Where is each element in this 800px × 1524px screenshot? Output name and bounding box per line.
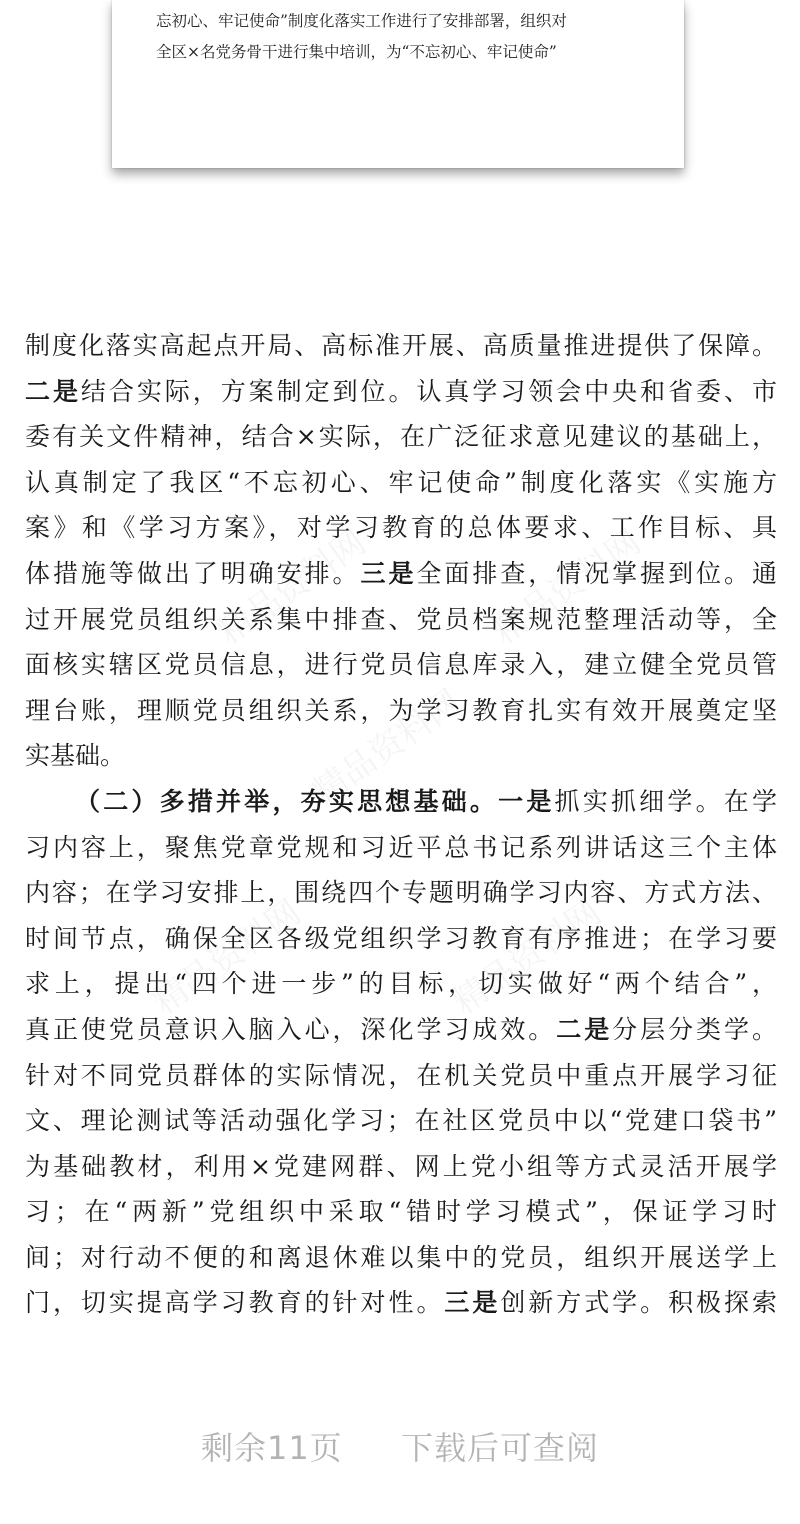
text-segment: 制度化落实高起点开局、高标准开展、高质量推进提供了保障。: [25, 331, 777, 360]
download-to-read-label: 下载后可查阅: [401, 1429, 600, 1467]
paragraph-line: [25, 916, 777, 962]
text-segment: 习；在“两新”党组织中采取“错时学习模式”，保证学习时: [25, 1197, 777, 1227]
text-segment: 委有关文件精神，结合×实际，在广泛征求意见建议的基础上，: [25, 422, 777, 452]
paragraph-line: [25, 870, 777, 916]
paragraph-line: [25, 460, 777, 506]
paragraph-line: [25, 1053, 777, 1099]
paragraph-line: [25, 323, 777, 369]
previous-page-line: 全区×名党务骨干进行集中培训，为“不忘初心、牢记使命”: [156, 43, 557, 61]
text-segment: 针对不同党员群体的实际情况，在机关党员中重点开展学习征: [25, 1060, 777, 1090]
bold-text-segment: 一是: [498, 786, 555, 816]
previous-page-line: 忘初心、牢记使命”制度化落实工作进行了安排部署，组织对: [156, 12, 567, 30]
paragraph-line: [25, 505, 777, 551]
text-segment: 案》和《学习方案》，对学习教育的总体要求、工作目标、具: [25, 513, 777, 543]
text-segment: 习内容上，聚焦党章党规和习近平总书记系列讲话这三个主体: [25, 832, 777, 862]
text-segment: 时间节点，确保全区各级党组织学习教育有序推进；在学习要: [25, 923, 777, 953]
paragraph-line: [25, 642, 777, 688]
paragraph-line: [25, 551, 777, 597]
text-segment: 实基础。: [25, 741, 126, 771]
text-segment: 分层分类学。: [612, 1014, 777, 1044]
bold-text-segment: 三是: [360, 558, 417, 588]
paragraph-line: [25, 369, 777, 415]
paragraph-line: [25, 1280, 777, 1326]
paragraph-line: [25, 1189, 777, 1235]
text-segment: 认真制定了我区“不忘初心、牢记使命”制度化落实《实施方: [25, 467, 777, 497]
text-segment: 真正使党员意识入脑入心，深化学习成效。: [25, 1014, 557, 1044]
text-segment: 间；对行动不便的和离退休难以集中的党员，组织开展送学上: [25, 1242, 777, 1272]
text-segment: 体措施等做出了明确安排。: [25, 558, 361, 588]
paragraph-line: [25, 1144, 777, 1190]
paragraph-line: [25, 1007, 777, 1053]
text-segment: 求上，提出“四个进一步”的目标，切实做好“两个结合”，: [25, 969, 777, 999]
remaining-pages-label: 剩余11页: [200, 1429, 343, 1467]
bold-text-segment: 二是: [556, 1014, 613, 1044]
paragraph-line: [25, 733, 777, 779]
text-segment: 抓实抓细学。在学: [554, 786, 777, 816]
text-segment: 门，切实提高学习教育的针对性。: [25, 1288, 445, 1318]
bold-text-segment: 二是: [25, 376, 81, 406]
document-body: [25, 323, 777, 1326]
paragraph-line: [25, 1235, 777, 1281]
text-segment: 结合实际，方案制定到位。认真学习领会中央和省委、市: [80, 376, 777, 406]
paragraph-line: [25, 597, 777, 643]
paragraph-line: [25, 825, 777, 871]
download-prompt-button[interactable]: [0, 1418, 800, 1478]
bold-text-segment: （二）多措并举，夯实思想基础。: [75, 786, 499, 816]
text-segment: 理台账，理顺党员组织关系，为学习教育扎实有效开展奠定坚: [25, 695, 777, 725]
paragraph-line: [25, 779, 777, 825]
text-segment: 创新方式学。积极探索: [500, 1288, 777, 1318]
text-segment: 面核实辖区党员信息，进行党员信息库录入，建立健全党员管: [25, 650, 777, 680]
bold-text-segment: 三是: [444, 1288, 501, 1318]
paragraph-line: [25, 1098, 777, 1144]
text-segment: 内容；在学习安排上，围绕四个专题明确学习内容、方式方法、: [25, 878, 777, 908]
text-segment: 为基础教材，利用×党建网群、网上党小组等方式灵活开展学: [25, 1151, 777, 1181]
text-segment: 文、理论测试等活动强化学习；在社区党员中以“党建口袋书”: [25, 1106, 777, 1136]
paragraph-line: [25, 688, 777, 734]
text-segment: 过开展党员组织关系集中排查、党员档案规范整理活动等，全: [25, 604, 777, 634]
paragraph-line: [25, 414, 777, 460]
previous-page-card: [112, 0, 684, 168]
text-segment: 全面排查，情况掌握到位。通: [416, 558, 777, 588]
paragraph-line: [25, 961, 777, 1007]
